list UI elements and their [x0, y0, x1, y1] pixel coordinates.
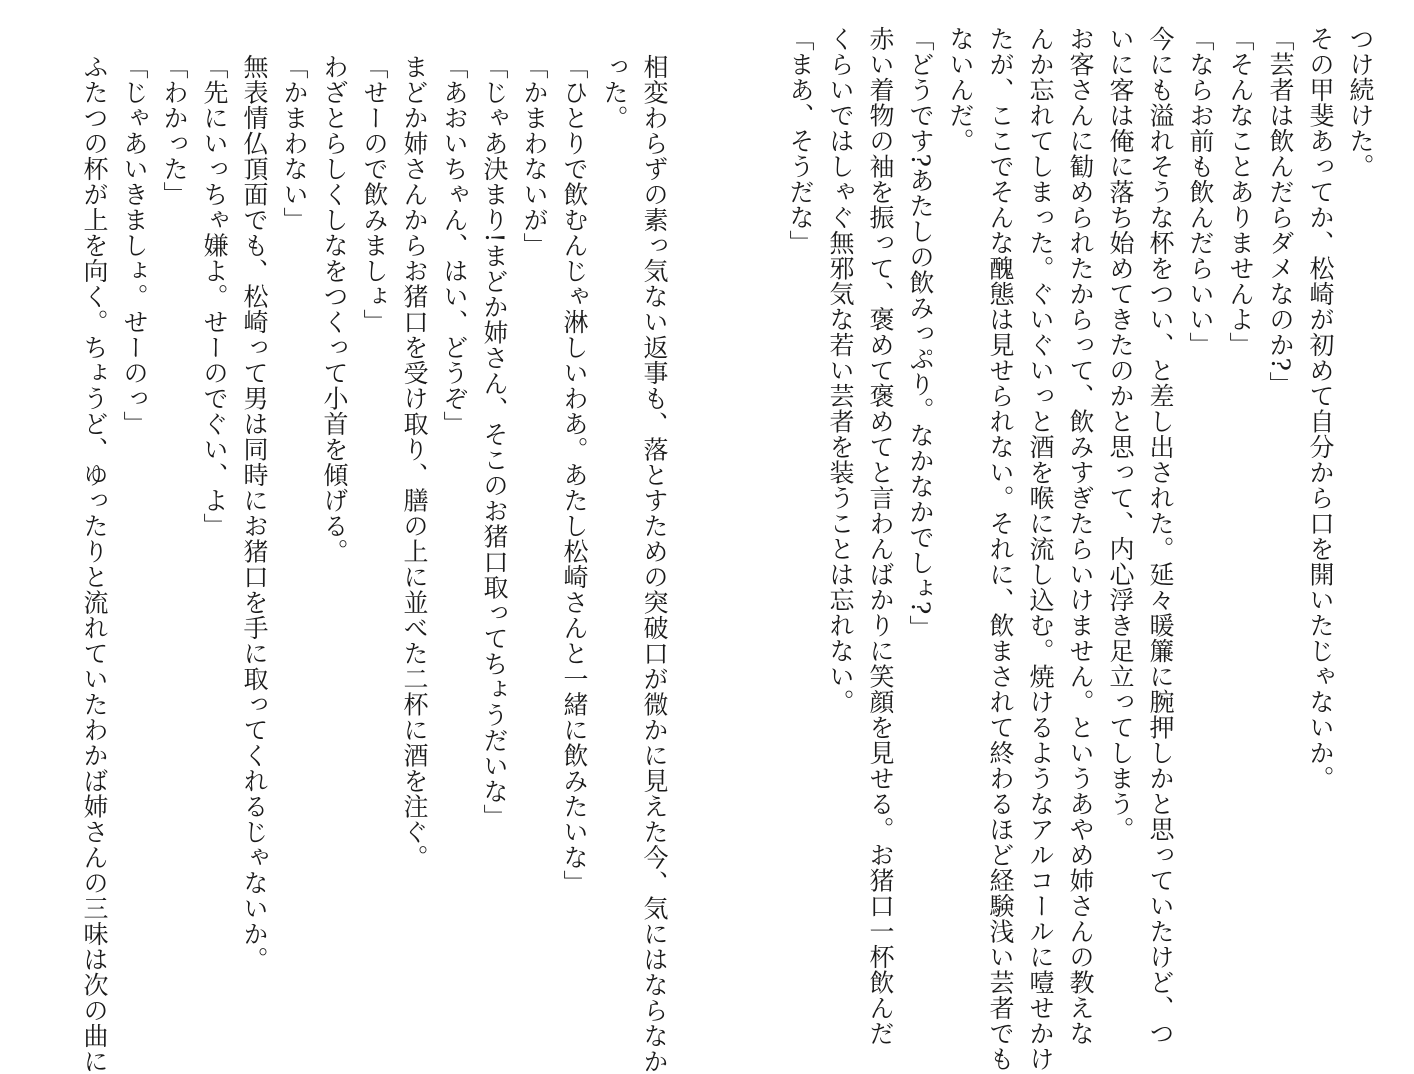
text-line: 「あおいちゃん、はい、どうぞ」	[440, 54, 469, 437]
text-line: ふたつの杯が上を向く。ちょうど、ゆったりと流れていたわかば姉さんの三味は次の曲に	[80, 54, 109, 1074]
text-line: 「そんなことありませんよ」	[1226, 26, 1255, 358]
text-line: 相変わらずの素っ気ない返事も、落とすための突破口が微かに見えた今、気にはならなか	[640, 54, 669, 1074]
text-line: 「まあ、そうだな」	[786, 26, 815, 256]
text-line: 「かまわないが」	[520, 54, 549, 258]
text-line: 「先にいっちゃ嫌よ。せーのでぐい、よ」	[200, 54, 229, 539]
text-line: 今にも溢れそうな杯をつい、と差し出された。延々暖簾に腕押しかと思っていたけど、つ	[1146, 26, 1175, 1046]
right-page	[730, 26, 1380, 1072]
text-line: 「じゃあいきましょ。せーのっ」	[120, 54, 149, 437]
text-line: んか忘れてしまった。ぐいぐいっと酒を喉に流し込む。焼けるようなアルコールに噎せかけ	[1026, 26, 1055, 1072]
text-line: 「芸者は飲んだらダメなのか?」	[1266, 26, 1295, 397]
text-line: つけ続けた。	[1346, 26, 1375, 179]
text-line: 「せーので飲みましょ」	[360, 54, 389, 335]
text-line: その甲斐あってか、松崎が初めて自分から口を開いたじゃないか。	[1306, 26, 1335, 791]
text-line: いに客は俺に落ち始めてきたのかと思って、内心浮き足立ってしまう。	[1106, 26, 1135, 842]
text-line: 「ならお前も飲んだらいい」	[1186, 26, 1215, 358]
text-line: わざとらしくしなをつくって小首を傾げる。	[320, 54, 349, 564]
text-line: ないんだ。	[946, 26, 975, 154]
text-line: 「じゃあ決まり!まどか姉さん、そこのお猪口取ってちょうだいな」	[480, 54, 509, 830]
left-page	[64, 54, 674, 1074]
text-line: たが、ここでそんな醜態は見せられない。それに、飲まされて終わるほど経験浅い芸者でも	[986, 26, 1015, 1072]
text-line: 赤い着物の袖を振って、褒めて褒めてと言わんばかりに笑顔を見せる。お猪口一杯飲んだ	[866, 26, 895, 1046]
text-line: 「どうです?あたしの飲みっぷり。なかなかでしょ?」	[906, 26, 935, 641]
text-line: った。	[600, 54, 629, 131]
text-line: くらいではしゃぐ無邪気な若い芸者を装うことは忘れない。	[826, 26, 855, 715]
text-line: 無表情仏頂面でも、松崎って男は同時にお猪口を手に取ってくれるじゃないか。	[240, 54, 269, 972]
text-line: お客さんに勧められたからって、飲みすぎたらいけません。というあやめ姉さんの教えな	[1066, 26, 1095, 1046]
text-line: 「ひとりで飲むんじゃ淋しいわあ。あたし松崎さんと一緒に飲みたいな」	[560, 54, 589, 896]
text-line: 「かまわない」	[280, 54, 309, 233]
text-line: 「わかった」	[160, 54, 189, 207]
text-line: まどか姉さんからお猪口を受け取り、膳の上に並べた二杯に酒を注ぐ。	[400, 54, 429, 870]
